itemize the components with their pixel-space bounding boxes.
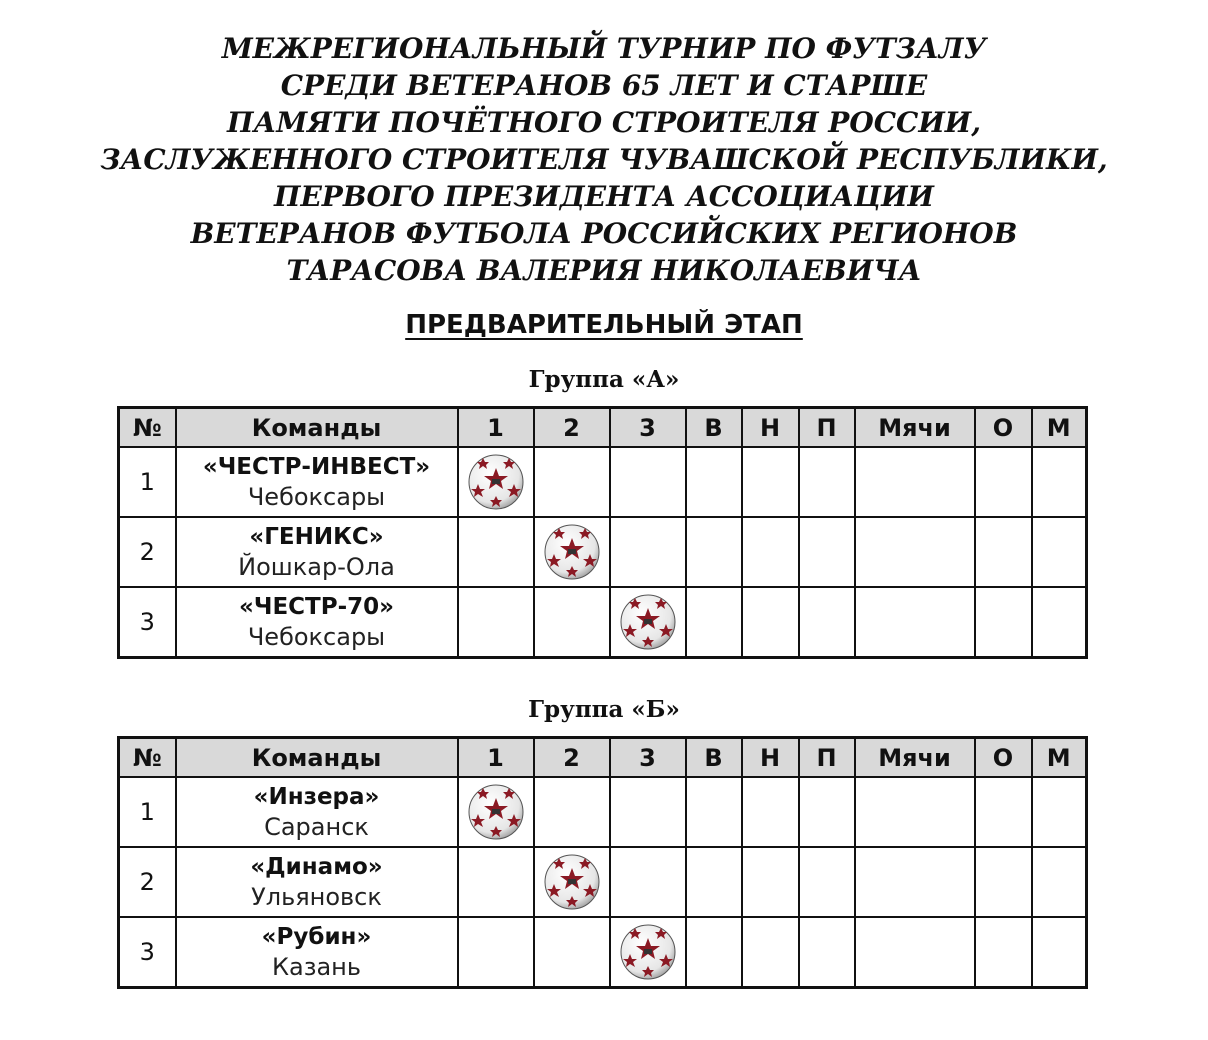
header-opponent-1: 1 xyxy=(458,738,534,778)
header-goals: Мячи xyxy=(855,738,975,778)
losses-cell xyxy=(799,847,855,917)
wins-cell xyxy=(686,517,742,587)
result-cell xyxy=(458,587,534,658)
diagonal-cell xyxy=(458,447,534,517)
result-cell xyxy=(610,847,686,917)
points-cell xyxy=(975,777,1032,847)
title-line: СРЕДИ ВЕТЕРАНОВ 65 ЛЕТ И СТАРШЕ xyxy=(280,69,928,102)
header-opponent-3: 3 xyxy=(610,738,686,778)
points-cell xyxy=(975,847,1032,917)
team-cell xyxy=(176,847,458,917)
table-row xyxy=(119,917,1087,988)
soccer-ball-icon xyxy=(468,784,524,840)
draws-cell xyxy=(742,447,799,517)
points-cell xyxy=(975,587,1032,658)
losses-cell xyxy=(799,517,855,587)
header-points: О xyxy=(975,408,1032,448)
draws-cell xyxy=(742,917,799,988)
header-place: М xyxy=(1032,408,1087,448)
row-number: 2 xyxy=(119,517,176,587)
place-cell xyxy=(1032,917,1087,988)
header-opponent-1: 1 xyxy=(458,408,534,448)
header-points: О xyxy=(975,738,1032,778)
result-cell xyxy=(458,517,534,587)
team-city: Чебоксары xyxy=(247,483,386,511)
losses-cell xyxy=(799,447,855,517)
soccer-ball-icon xyxy=(620,924,676,980)
row-number: 2 xyxy=(119,847,176,917)
group-a-label: Группа «А» xyxy=(528,366,680,393)
wins-cell xyxy=(686,917,742,988)
team-name: «ЧЕСТР-70» xyxy=(239,594,394,620)
header-row xyxy=(119,738,1087,778)
result-cell xyxy=(534,447,610,517)
wins-cell xyxy=(686,777,742,847)
table-row xyxy=(119,847,1087,917)
draws-cell xyxy=(742,777,799,847)
team-name: «Рубин» xyxy=(261,924,372,950)
points-cell xyxy=(975,517,1032,587)
points-cell xyxy=(975,917,1032,988)
group-a-table xyxy=(117,406,1088,659)
soccer-ball-icon xyxy=(544,854,600,910)
header-opponent-2: 2 xyxy=(534,738,610,778)
header-draws: Н xyxy=(742,408,799,448)
place-cell xyxy=(1032,447,1087,517)
team-name: «Инзера» xyxy=(253,784,380,810)
result-cell xyxy=(534,777,610,847)
header-losses: П xyxy=(799,408,855,448)
title-line: ТАРАСОВА ВАЛЕРИЯ НИКОЛАЕВИЧА xyxy=(286,254,922,287)
team-cell xyxy=(176,517,458,587)
row-number: 3 xyxy=(119,587,176,658)
result-cell xyxy=(458,847,534,917)
result-cell xyxy=(610,447,686,517)
place-cell xyxy=(1032,517,1087,587)
team-name: «ЧЕСТР-ИНВЕСТ» xyxy=(202,454,431,480)
header-teams: Команды xyxy=(176,408,458,448)
goals-cell xyxy=(855,517,975,587)
title-line: ПЕРВОГО ПРЕЗИДЕНТА АССОЦИАЦИИ xyxy=(273,180,934,213)
tournament-title xyxy=(0,30,1208,289)
goals-cell xyxy=(855,917,975,988)
title-line: ВЕТЕРАНОВ ФУТБОЛА РОССИЙСКИХ РЕГИОНОВ xyxy=(190,217,1018,250)
losses-cell xyxy=(799,777,855,847)
team-city: Казань xyxy=(271,953,362,981)
header-goals: Мячи xyxy=(855,408,975,448)
row-number: 3 xyxy=(119,917,176,988)
place-cell xyxy=(1032,587,1087,658)
team-city: Йошкар-Ола xyxy=(238,553,395,581)
header-place: М xyxy=(1032,738,1087,778)
header-opponent-3: 3 xyxy=(610,408,686,448)
team-cell xyxy=(176,447,458,517)
row-number: 1 xyxy=(119,447,176,517)
table-row xyxy=(119,447,1087,517)
draws-cell xyxy=(742,847,799,917)
goals-cell xyxy=(855,587,975,658)
team-city: Чебоксары xyxy=(247,623,386,651)
header-number: № xyxy=(119,408,176,448)
result-cell xyxy=(610,777,686,847)
diagonal-cell xyxy=(458,777,534,847)
header-draws: Н xyxy=(742,738,799,778)
draws-cell xyxy=(742,517,799,587)
team-name: «ГЕНИКС» xyxy=(249,524,384,550)
diagonal-cell xyxy=(610,587,686,658)
team-city: Саранск xyxy=(264,813,369,841)
losses-cell xyxy=(799,917,855,988)
table-row xyxy=(119,517,1087,587)
title-line: МЕЖРЕГИОНАЛЬНЫЙ ТУРНИР ПО ФУТЗАЛУ xyxy=(221,32,987,65)
soccer-ball-icon xyxy=(544,524,600,580)
result-cell xyxy=(458,917,534,988)
table-row xyxy=(119,587,1087,658)
title-line: ЗАСЛУЖЕННОГО СТРОИТЕЛЯ ЧУВАШСКОЙ РЕСПУБЛИКИ, xyxy=(100,143,1108,176)
goals-cell xyxy=(855,847,975,917)
goals-cell xyxy=(855,447,975,517)
table-row xyxy=(119,777,1087,847)
diagonal-cell xyxy=(610,917,686,988)
result-cell xyxy=(534,587,610,658)
diagonal-cell xyxy=(534,847,610,917)
header-wins: В xyxy=(686,408,742,448)
points-cell xyxy=(975,447,1032,517)
team-city: Ульяновск xyxy=(251,883,382,911)
team-cell xyxy=(176,917,458,988)
result-cell xyxy=(534,917,610,988)
losses-cell xyxy=(799,587,855,658)
soccer-ball-icon xyxy=(620,594,676,650)
wins-cell xyxy=(686,587,742,658)
group-b-table xyxy=(117,736,1088,989)
soccer-ball-icon xyxy=(468,454,524,510)
result-cell xyxy=(610,517,686,587)
header-losses: П xyxy=(799,738,855,778)
goals-cell xyxy=(855,777,975,847)
header-number: № xyxy=(119,738,176,778)
team-cell xyxy=(176,587,458,658)
header-teams: Команды xyxy=(176,738,458,778)
header-opponent-2: 2 xyxy=(534,408,610,448)
group-b-label: Группа «Б» xyxy=(528,696,680,723)
team-name: «Динамо» xyxy=(250,854,383,880)
place-cell xyxy=(1032,777,1087,847)
title-line: ПАМЯТИ ПОЧЁТНОГО СТРОИТЕЛЯ РОССИИ, xyxy=(227,106,981,139)
diagonal-cell xyxy=(534,517,610,587)
header-wins: В xyxy=(686,738,742,778)
stage-heading: ПРЕДВАРИТЕЛЬНЫЙ ЭТАП xyxy=(405,310,803,340)
wins-cell xyxy=(686,847,742,917)
draws-cell xyxy=(742,587,799,658)
header-row xyxy=(119,408,1087,448)
row-number: 1 xyxy=(119,777,176,847)
team-cell xyxy=(176,777,458,847)
place-cell xyxy=(1032,847,1087,917)
wins-cell xyxy=(686,447,742,517)
